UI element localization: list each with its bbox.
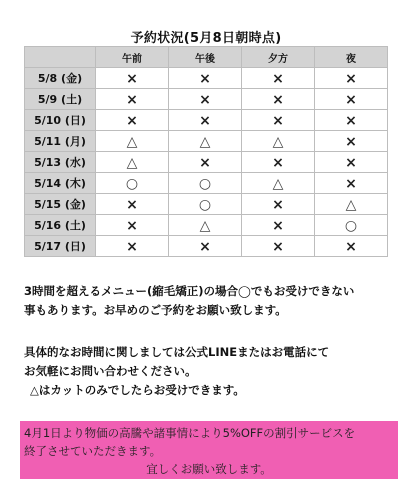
unavailable-mark-icon: × bbox=[272, 113, 284, 129]
limited-mark-icon: △ bbox=[272, 176, 284, 192]
unavailable-mark-icon: × bbox=[272, 92, 284, 108]
limited-mark-icon: △ bbox=[126, 155, 138, 171]
slot-cell bbox=[96, 236, 169, 257]
available-mark-icon: ○ bbox=[125, 176, 139, 192]
unavailable-mark-icon: × bbox=[199, 155, 211, 171]
slot-cell bbox=[169, 194, 242, 215]
limited-mark-icon: △ bbox=[199, 134, 211, 150]
unavailable-mark-icon: × bbox=[126, 92, 138, 108]
table-header-row bbox=[25, 47, 388, 68]
slot-cell bbox=[169, 131, 242, 152]
slot-cell bbox=[315, 236, 388, 257]
table-row bbox=[25, 89, 388, 110]
slot-cell bbox=[169, 68, 242, 89]
slot-cell bbox=[242, 152, 315, 173]
note-line: お気軽にお問い合わせください。 bbox=[24, 364, 197, 378]
unavailable-mark-icon: × bbox=[199, 92, 211, 108]
reservation-table bbox=[24, 46, 388, 257]
slot-cell bbox=[169, 215, 242, 236]
header-corner bbox=[25, 47, 96, 68]
slot-cell bbox=[242, 236, 315, 257]
slot-cell bbox=[169, 236, 242, 257]
column-header-afternoon: 午後 bbox=[169, 47, 242, 68]
unavailable-mark-icon: × bbox=[345, 239, 357, 255]
row-date: 5/16 (土) bbox=[25, 215, 96, 236]
slot-cell bbox=[242, 215, 315, 236]
table-body bbox=[25, 68, 388, 257]
unavailable-mark-icon: × bbox=[345, 155, 357, 171]
unavailable-mark-icon: × bbox=[272, 239, 284, 255]
unavailable-mark-icon: × bbox=[272, 197, 284, 213]
row-date: 5/9 (土) bbox=[25, 89, 96, 110]
slot-cell bbox=[242, 131, 315, 152]
slot-cell bbox=[315, 131, 388, 152]
note-line: 具体的なお時間に関しましては公式LINEまたはお電話にて bbox=[24, 345, 330, 359]
available-mark-icon: ○ bbox=[344, 218, 358, 234]
table-row bbox=[25, 173, 388, 194]
notice-line: 4月1日より物価の高騰や諸事情により5%OFFの割引サービスを bbox=[24, 426, 356, 440]
row-date: 5/13 (水) bbox=[25, 152, 96, 173]
unavailable-mark-icon: × bbox=[272, 155, 284, 171]
unavailable-mark-icon: × bbox=[199, 113, 211, 129]
slot-cell bbox=[169, 152, 242, 173]
row-date: 5/10 (日) bbox=[25, 110, 96, 131]
slot-cell bbox=[96, 68, 169, 89]
table-row bbox=[25, 110, 388, 131]
available-mark-icon: ○ bbox=[198, 176, 212, 192]
note-line: 3時間を超えるメニュー(縮毛矯正)の場合◯でもお受けできない bbox=[24, 284, 355, 298]
unavailable-mark-icon: × bbox=[345, 71, 357, 87]
limited-mark-icon: △ bbox=[345, 197, 357, 213]
unavailable-mark-icon: × bbox=[126, 218, 138, 234]
discount-end-notice bbox=[20, 421, 398, 479]
row-date: 5/11 (月) bbox=[25, 131, 96, 152]
slot-cell bbox=[96, 215, 169, 236]
slot-cell bbox=[315, 194, 388, 215]
slot-cell bbox=[315, 215, 388, 236]
limited-mark-icon: △ bbox=[199, 218, 211, 234]
table-row bbox=[25, 152, 388, 173]
notice-line: 宜しくお願い致します。 bbox=[146, 462, 272, 476]
available-mark-icon: ○ bbox=[198, 197, 212, 213]
notice-line: 終了させていただきます。 bbox=[24, 444, 162, 458]
slot-cell bbox=[315, 110, 388, 131]
row-date: 5/15 (金) bbox=[25, 194, 96, 215]
table-row bbox=[25, 131, 388, 152]
unavailable-mark-icon: × bbox=[345, 134, 357, 150]
slot-cell bbox=[96, 89, 169, 110]
row-date: 5/14 (木) bbox=[25, 173, 96, 194]
limited-mark-icon: △ bbox=[272, 134, 284, 150]
slot-cell bbox=[315, 89, 388, 110]
slot-cell bbox=[96, 194, 169, 215]
column-header-night: 夜 bbox=[315, 47, 388, 68]
unavailable-mark-icon: × bbox=[126, 239, 138, 255]
table-row bbox=[25, 194, 388, 215]
slot-cell bbox=[315, 152, 388, 173]
unavailable-mark-icon: × bbox=[345, 92, 357, 108]
slot-cell bbox=[315, 68, 388, 89]
unavailable-mark-icon: × bbox=[199, 71, 211, 87]
row-date: 5/17 (日) bbox=[25, 236, 96, 257]
table-row bbox=[25, 236, 388, 257]
unavailable-mark-icon: × bbox=[199, 239, 211, 255]
slot-cell bbox=[96, 131, 169, 152]
note-line: △はカットのみでしたらお受けできます。 bbox=[30, 383, 245, 397]
slot-cell bbox=[96, 152, 169, 173]
slot-cell bbox=[169, 173, 242, 194]
slot-cell bbox=[96, 173, 169, 194]
note-line: 事もあります。お早めのご予約をお願い致します。 bbox=[24, 303, 287, 317]
unavailable-mark-icon: × bbox=[272, 218, 284, 234]
slot-cell bbox=[242, 68, 315, 89]
note-long-menu bbox=[24, 282, 394, 320]
slot-cell bbox=[315, 173, 388, 194]
note-contact bbox=[24, 343, 394, 400]
column-header-evening: 夕方 bbox=[242, 47, 315, 68]
unavailable-mark-icon: × bbox=[126, 71, 138, 87]
slot-cell bbox=[242, 194, 315, 215]
table-row bbox=[25, 215, 388, 236]
slot-cell bbox=[242, 173, 315, 194]
slot-cell bbox=[96, 110, 169, 131]
unavailable-mark-icon: × bbox=[126, 197, 138, 213]
slot-cell bbox=[169, 110, 242, 131]
table-row bbox=[25, 68, 388, 89]
page-title: 予約状況(5月8日朝時点) bbox=[130, 31, 282, 46]
column-header-morning: 午前 bbox=[96, 47, 169, 68]
unavailable-mark-icon: × bbox=[126, 113, 138, 129]
slot-cell bbox=[169, 89, 242, 110]
unavailable-mark-icon: × bbox=[272, 71, 284, 87]
slot-cell bbox=[242, 110, 315, 131]
unavailable-mark-icon: × bbox=[345, 176, 357, 192]
slot-cell bbox=[242, 89, 315, 110]
limited-mark-icon: △ bbox=[126, 134, 138, 150]
unavailable-mark-icon: × bbox=[345, 113, 357, 129]
row-date: 5/8 (金) bbox=[25, 68, 96, 89]
